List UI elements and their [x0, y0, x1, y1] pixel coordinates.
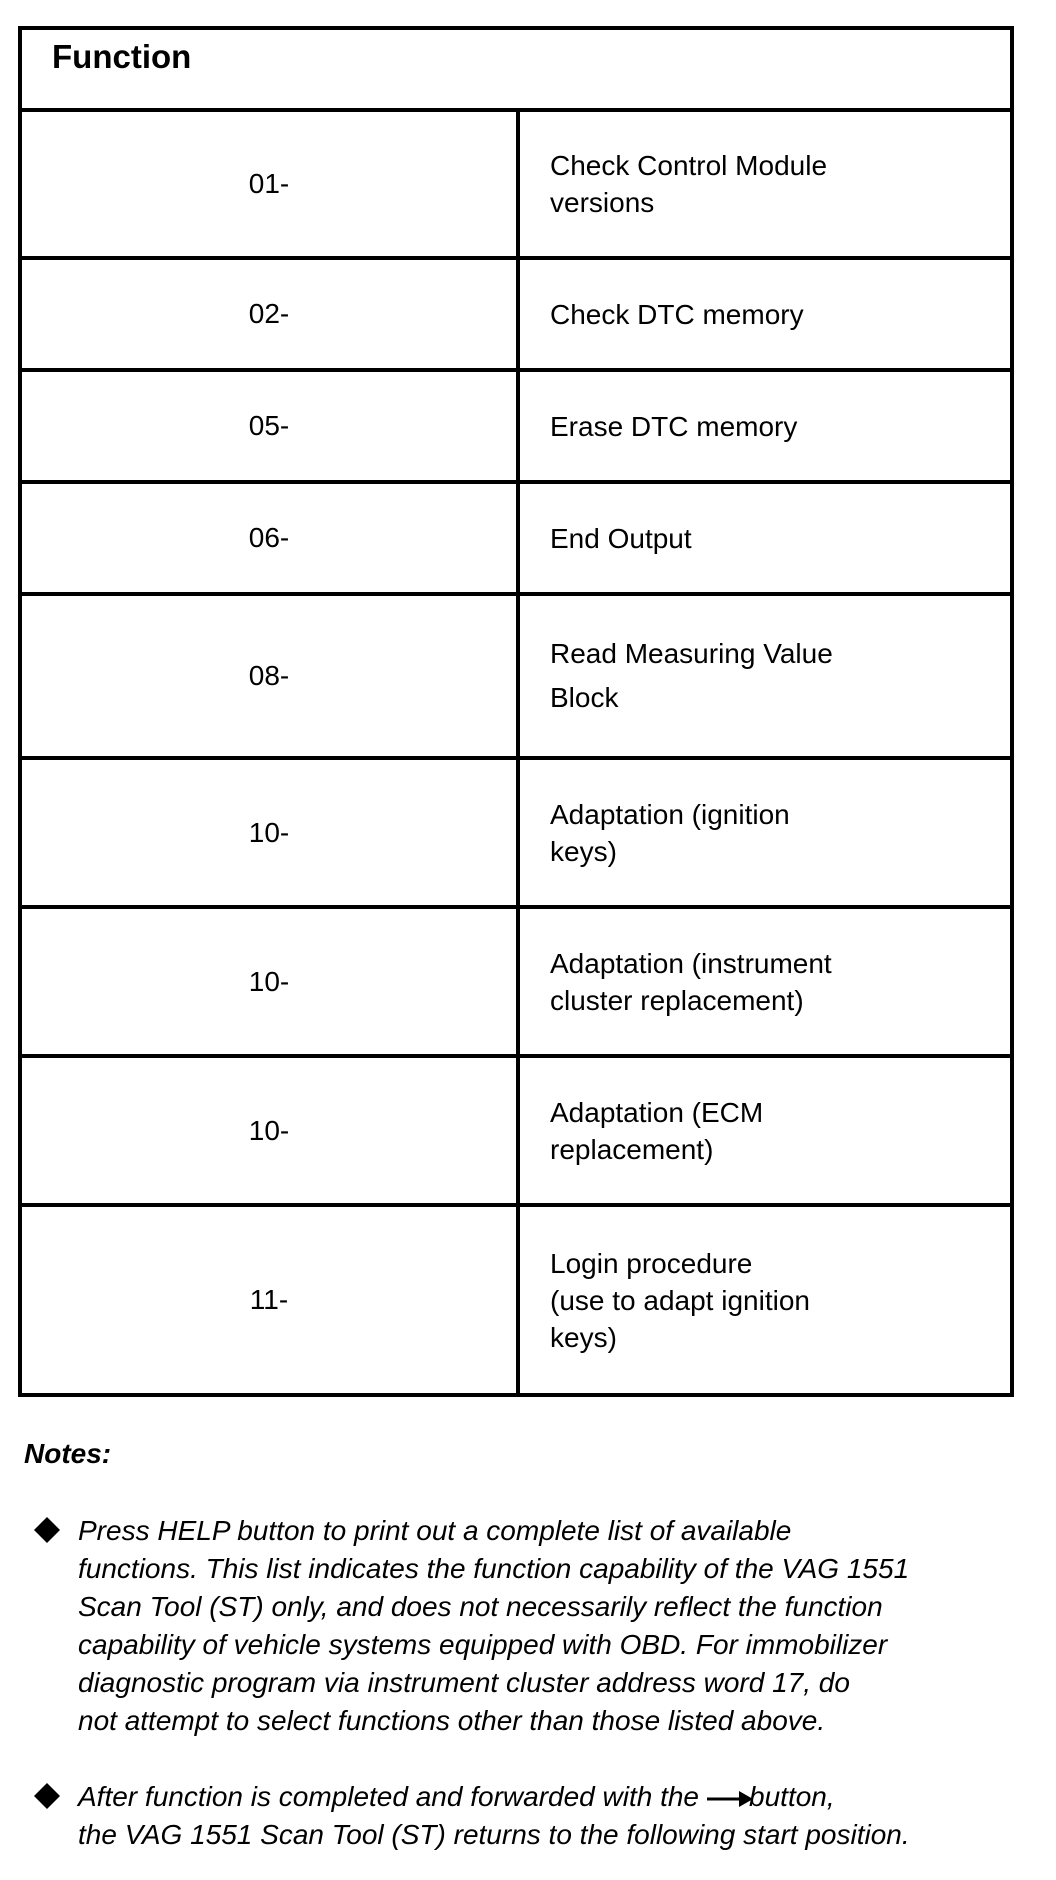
function-code: 10-	[20, 758, 518, 907]
table-row	[20, 1205, 1012, 1395]
note-text-before: After function is completed and forwarded with the	[78, 1781, 700, 1812]
table-row	[20, 370, 1012, 482]
function-description: Erase DTC memory	[518, 370, 1012, 482]
note-item	[34, 1512, 1024, 1740]
function-code: 06-	[20, 482, 518, 594]
table-row	[20, 482, 1012, 594]
table-row	[20, 1056, 1012, 1205]
right-arrow-icon	[705, 1788, 755, 1810]
function-code: 11-	[20, 1205, 518, 1395]
note-text	[78, 1778, 1024, 1854]
table-row	[20, 758, 1012, 907]
diamond-bullet-icon	[34, 1517, 60, 1543]
table-row	[20, 110, 1012, 258]
function-description: Check Control Module versions	[518, 110, 1012, 258]
note-item	[34, 1778, 1024, 1854]
function-code: 08-	[20, 594, 518, 758]
table-header-cell	[20, 28, 1012, 110]
function-code: 01-	[20, 110, 518, 258]
table-header: Function	[52, 38, 192, 75]
function-description: Check DTC memory	[518, 258, 1012, 370]
diamond-bullet-icon	[34, 1783, 60, 1809]
table-row	[20, 907, 1012, 1056]
table-header-row	[20, 28, 1012, 110]
table-row	[20, 258, 1012, 370]
function-description: Read Measuring Value Block	[518, 594, 1012, 758]
function-table	[18, 26, 1014, 1397]
function-description: Adaptation (ECM replacement)	[518, 1056, 1012, 1205]
function-code: 05-	[20, 370, 518, 482]
function-description: Adaptation (instrument cluster replacement)	[518, 907, 1012, 1056]
table-row	[20, 594, 1012, 758]
notes-heading: Notes:	[24, 1438, 112, 1469]
function-code: 10-	[20, 1056, 518, 1205]
note-text-after: button, the VAG 1551 Scan Tool (ST) returns to the following start position.	[78, 1781, 910, 1850]
function-description: End Output	[518, 482, 1012, 594]
function-description: Login procedure (use to adapt ignition keys)	[518, 1205, 1012, 1395]
note-text: Press HELP button to print out a complete list of available functions. This list indicates the function capability of the VAG 1551 Scan Tool (ST) only, and does not necessarily reflect the function capability of vehicle systems equipped with OBD. For immobilizer diagnostic program via instrument cluster address word 17, do not attempt to select functions other than those listed above.	[78, 1515, 910, 1736]
function-description: Adaptation (ignition keys)	[518, 758, 1012, 907]
function-code: 02-	[20, 258, 518, 370]
function-code: 10-	[20, 907, 518, 1056]
